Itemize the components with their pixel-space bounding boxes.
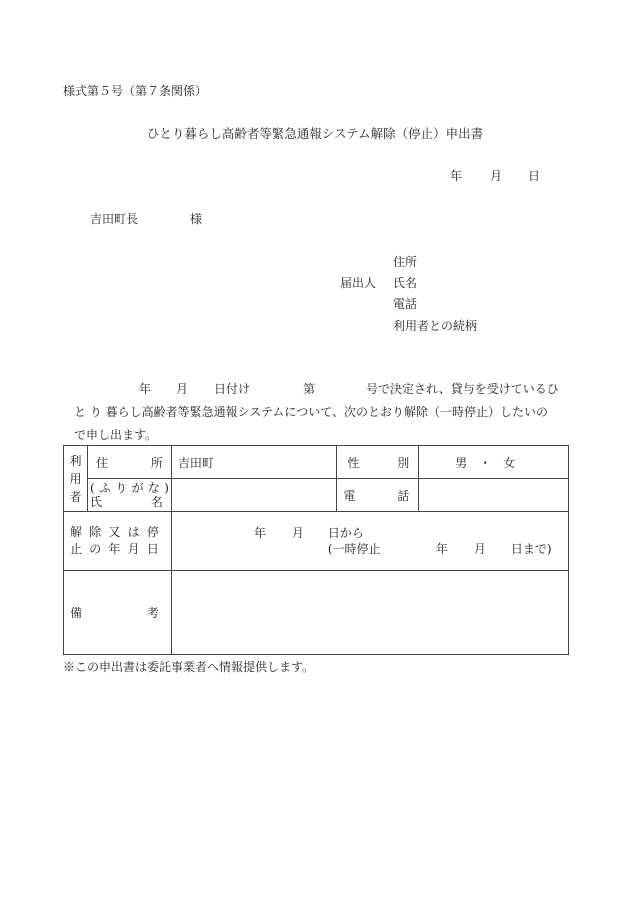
address-label-char: 住 — [95, 455, 108, 470]
name-label-char: 氏 — [89, 495, 102, 509]
body-rest: 号で決定され、貸与を受けているひ — [366, 382, 559, 396]
cancel-label-char: 除 — [89, 525, 102, 539]
applicant-relation-label: 利用者との続柄 — [393, 319, 478, 333]
address-label-cell — [87, 446, 171, 479]
name-label-char: 名 — [150, 495, 163, 509]
address-value-cell[interactable] — [171, 446, 336, 479]
body-line-2 — [74, 401, 570, 424]
gender-value: 男 ・ 女 — [455, 455, 516, 470]
body-line-2-text: と り 暮らし高齢者等緊急通報システムについて、次のとおり解除（一時停止）したいの — [74, 405, 548, 419]
remarks-label-cell — [64, 571, 172, 655]
body-no: 第 — [303, 382, 316, 396]
name-label-cell — [87, 479, 171, 512]
cancel-from-label: 日から — [327, 526, 364, 540]
gender-label-char: 性 — [347, 455, 360, 470]
phone-label-char: 電 — [343, 488, 356, 503]
cancel-label-char: 又 — [108, 525, 121, 539]
remarks-label-char: 考 — [146, 606, 159, 620]
suspend-open-label: (一時停止 — [327, 542, 381, 556]
user-label-char: 者 — [69, 489, 82, 504]
form-number: 様式第５号（第７条関係） — [63, 84, 208, 98]
addressee-honorific: 様 — [190, 212, 203, 226]
user-label-char: 利 — [69, 453, 82, 468]
name-value-cell[interactable] — [171, 479, 336, 512]
addressee-name: 吉田町長 — [90, 212, 139, 226]
furigana-char: り — [115, 481, 128, 495]
gender-value-cell[interactable] — [419, 446, 569, 479]
application-table — [63, 445, 569, 655]
suspend-month-label: 月 — [473, 542, 486, 556]
phone-label-char: 話 — [397, 488, 410, 503]
document-title: ひとり暮らし高齢者等緊急通報システム解除（停止）申出書 — [146, 126, 484, 141]
cancel-year-label: 年 — [253, 526, 266, 540]
body-month: 月 — [176, 382, 189, 396]
cancel-label-char: 止 — [70, 542, 83, 556]
cancel-label-char: 日 — [146, 542, 159, 556]
applicant-phone-label: 電話 — [393, 297, 418, 311]
applicant-name-label: 氏名 — [393, 276, 418, 290]
body-line-3 — [74, 424, 570, 447]
footnote: ※この申出書は委託事業者へ情報提供します。 — [63, 660, 315, 674]
body-line-1 — [74, 378, 570, 401]
phone-label-cell — [337, 479, 419, 512]
furigana-char: な — [147, 481, 160, 495]
body-date: 日付け — [214, 382, 251, 396]
gender-label-char: 別 — [397, 455, 410, 470]
suspend-year-label: 年 — [435, 542, 448, 556]
cancel-date-label-cell — [64, 512, 172, 571]
body-line-3-text: で申し出ます。 — [74, 428, 158, 442]
furigana-char: ( — [89, 481, 95, 495]
cancel-label-char: 月 — [127, 542, 140, 556]
date-day-label: 日 — [528, 169, 541, 183]
applicant-address-label: 住所 — [393, 255, 418, 269]
suspend-until-label: 日まで) — [510, 542, 552, 556]
cancel-month-label: 月 — [291, 526, 304, 540]
cancel-label-char: 解 — [70, 525, 83, 539]
gender-label-cell — [337, 446, 419, 479]
furigana-char: が — [131, 481, 144, 495]
date-month-label: 月 — [490, 169, 503, 183]
cancel-label-char: は — [127, 525, 140, 539]
user-label-cell — [64, 446, 88, 512]
applicant-label: 届出人 — [340, 276, 377, 290]
date-year-label: 年 — [450, 169, 463, 183]
cancel-label-char: の — [89, 542, 102, 556]
cancel-label-char: 停 — [146, 525, 159, 539]
furigana-char: ふ — [98, 481, 111, 495]
body-text — [74, 378, 570, 447]
address-value: 吉田町 — [177, 455, 214, 470]
phone-value-cell[interactable] — [419, 479, 569, 512]
remarks-value-cell[interactable] — [171, 571, 568, 655]
body-year: 年 — [139, 382, 152, 396]
furigana-char: ) — [164, 481, 169, 495]
cancel-label-char: 年 — [108, 542, 121, 556]
user-label-char: 用 — [69, 471, 82, 486]
remarks-label-char: 備 — [70, 606, 83, 620]
cancel-date-value-cell[interactable] — [171, 512, 568, 571]
address-label-char: 所 — [150, 455, 163, 470]
